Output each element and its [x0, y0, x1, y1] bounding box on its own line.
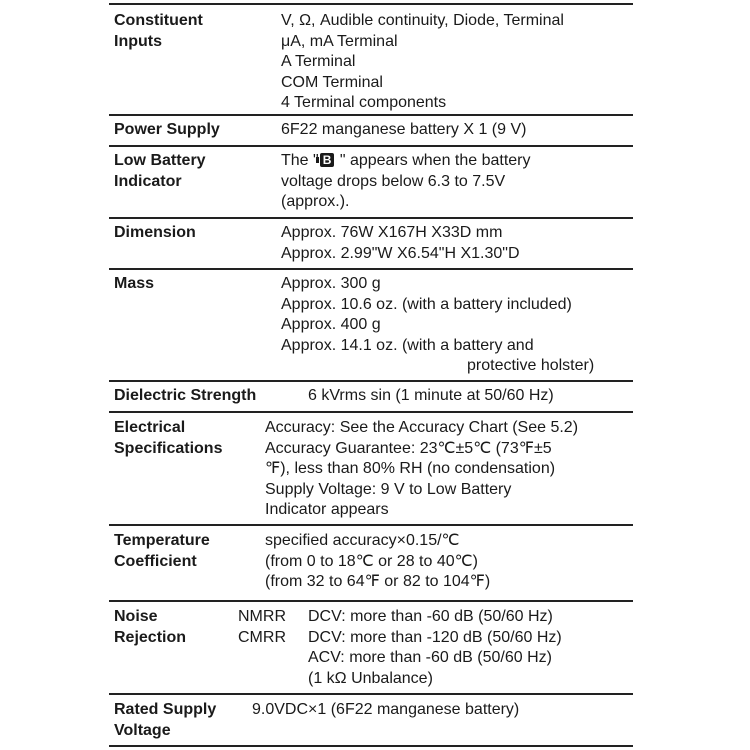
- row-dielectric-strength: [109, 382, 633, 413]
- rejection-type: NMRR CMRR: [238, 608, 286, 646]
- row-label: Mass: [114, 275, 155, 292]
- row-dimension: [109, 219, 633, 270]
- row-value: 9.0VDC×1 (6F22 manganese battery): [252, 701, 520, 718]
- row-label: Constituent Inputs: [114, 12, 203, 50]
- row-value: DCV: more than -60 dB (50/60 Hz) DCV: more than -120 dB (50/60 Hz) ACV: more than -60 dB (50/60 Hz) (1 kΩ Unbalance): [308, 608, 562, 687]
- row-constituent-inputs: [109, 3, 633, 116]
- row-label: Dielectric Strength: [114, 387, 257, 404]
- row-value: specified accuracy×0.15/℃ (from 0 to 18℃ or 28 to 40℃) (from 32 to 64℉ or 82 to 104℉): [265, 532, 491, 590]
- row-value: Approx. 300 g Approx. 10.6 oz. (with a battery included) Approx. 400 g Approx. 14.1 oz. (with a battery and protective holster): [281, 275, 595, 374]
- row-electrical-specifications: [109, 413, 633, 526]
- row-value: 6F22 manganese battery X 1 (9 V): [281, 121, 527, 138]
- row-noise-rejection: [109, 602, 633, 695]
- row-label: Electrical Specifications: [114, 419, 223, 457]
- row-value: 6 kVrms sin (1 minute at 50/60 Hz): [308, 387, 554, 404]
- battery-icon: B: [320, 153, 335, 167]
- row-label: Power Supply: [114, 121, 220, 138]
- row-value: V, Ω, Audible continuity, Diode, Terminal μA, mA Terminal A Terminal COM Terminal 4 Terminal components: [281, 12, 564, 111]
- row-value: The " B " appears when the battery voltage drops below 6.3 to 7.5V (approx.).: [281, 152, 531, 210]
- row-label: Temperature Coefficient: [114, 532, 210, 570]
- row-mass: [109, 270, 633, 382]
- row-value: Approx. 76W X167H X33D mm Approx. 2.99"W X6.54"H X1.30"D: [281, 224, 520, 262]
- row-label: Dimension: [114, 224, 196, 241]
- spec-table: [109, 3, 633, 747]
- row-label: Noise Rejection: [114, 608, 187, 646]
- row-power-supply: [109, 116, 633, 147]
- row-value: Accuracy: See the Accuracy Chart (See 5.2) Accuracy Guarantee: 23℃±5℃ (73℉±5 ℉), less than 80% RH (no condensation) Supply Voltage: 9 V to Low Battery Indicator appears: [265, 419, 579, 518]
- row-label: Rated Supply Voltage: [114, 701, 217, 739]
- row-rated-supply-voltage: [109, 695, 633, 747]
- row-label: Low Battery Indicator: [114, 152, 206, 190]
- row-temperature-coefficient: [109, 526, 633, 602]
- row-low-battery-indicator: [109, 147, 633, 219]
